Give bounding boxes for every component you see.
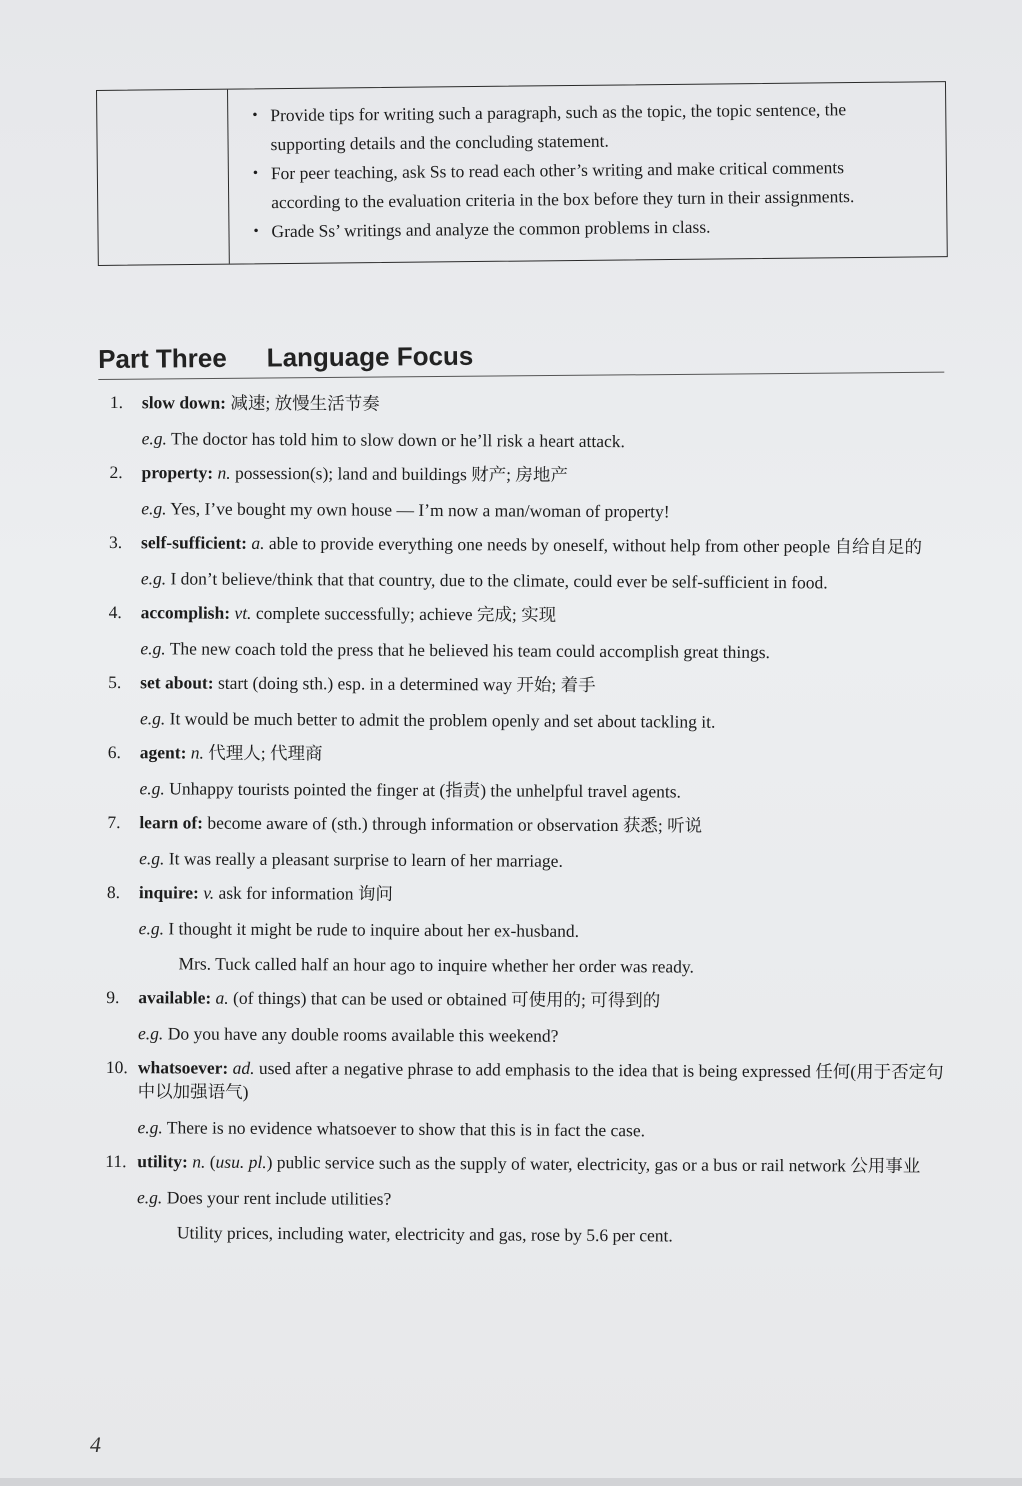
entry-pos: vt. [234,602,252,623]
entry-example: Mrs. Tuck called half an hour ago to inquire whether her order was ready. [178,953,695,977]
entry-example: e.g. The new coach told the press that he believed his team could accomplish great things. [140,638,770,663]
entry-definition: used after a negative phrase to add emphasis to the idea that is being expressed 任何(用于否定句中以加强语气) [137,1057,944,1102]
entry-definition: 代理人; 代理商 [203,742,323,764]
entry-definition: start (doing sth.) esp. in a determined way 开始; 着手 [213,672,596,695]
section-heading [98,337,944,380]
entry-word: utility: [137,1151,188,1172]
vocab-entry [106,880,957,980]
entry-number: 1. [109,391,124,413]
tip-item: • Provide tips for writing such a paragraph, such as the topic, the topic sentence, the supporting details and the concluding statement. [250,94,916,159]
entry-definition: complete successfully; achieve 完成; 实现 [251,602,557,625]
tips-table [96,81,948,266]
entry-example: e.g. Unhappy tourists pointed the finger at (指责) the unhelpful travel agents. [139,778,682,802]
vocab-entry [107,810,957,875]
entry-definition: 减速; 放慢生活节奏 [225,392,380,414]
page-edge [0,1478,1022,1486]
entry-word: learn of: [139,812,204,833]
entry-pos: ad. [232,1057,255,1078]
entry-definition: (of things) that can be used or obtained 可使用的; 可得到的 [228,987,661,1011]
entry-number: 6. [107,741,121,763]
entry-example: e.g. It would be much better to admit the problem openly and set about tackling it. [139,708,716,732]
page-number: 4 [90,1432,101,1457]
entry-definition: able to provide everything one needs by oneself, without help from other people 自给自足的 [264,532,923,557]
entry-word: slow down: [141,392,227,413]
entry-word: property: [141,462,214,483]
vocab-entry [109,460,959,525]
vocab-entry [108,670,958,735]
vocab-entry [109,530,959,595]
entry-word: available: [138,987,212,1008]
entry-number: 5. [108,671,122,693]
entry-example: Utility prices, including water, electricity and gas, rose by 5.6 per cent. [176,1222,673,1246]
entry-pos: n. [190,742,205,763]
entry-example: e.g. There is no evidence whatsoever to show that this is in fact the case. [137,1117,646,1141]
entry-number: 9. [106,986,120,1008]
entry-pos: n. [217,462,231,483]
entry-word: whatsoever: [137,1057,229,1078]
entry-definition: possession(s); land and buildings 财产; 房地产 [230,462,569,485]
entry-number: 10. [105,1056,128,1078]
section-label: Part Three [98,342,227,374]
entry-example: e.g. Does your rent include utilities? [137,1187,392,1209]
tip-item: • Grade Ss’ writings and analyze the common problems in class. [251,210,916,246]
entry-definition: ) public service such as the supply of water, electricity, gas or a bus or rail network 公用事业 [266,1151,921,1176]
tip-item: • For peer teaching, ask Ss to read each other’s writing and make critical comments according to the evaluation criteria in the box before they turn in their assignments. [251,152,917,217]
entry-pos: n. [192,1151,206,1172]
tips-table-label-cell [97,90,230,265]
vocab-entry [108,600,958,665]
entry-number: 11. [105,1150,127,1172]
entry-word: inquire: [138,882,199,903]
entry-example: e.g. Do you have any double rooms available this weekend? [138,1023,559,1046]
vocab-entry [106,985,956,1050]
entry-example: e.g. It was really a pleasant surprise to learn of her marriage. [139,848,563,871]
vocabulary-list [105,390,960,1259]
entry-example: e.g. Yes, I’ve bought my own house — I’m now a man/woman of property! [141,498,670,522]
vocab-entry [110,390,960,455]
tips-table-content-cell [228,82,947,263]
entry-word: set about: [140,672,214,693]
entry-word: self-sufficient: [141,532,248,553]
vocab-entry [105,1149,956,1249]
entry-definition-open: ( [205,1151,216,1172]
entry-number: 4. [108,601,122,623]
entry-definition: ask for information 询问 [214,882,394,904]
entry-pos: a. [251,532,265,553]
entry-word: agent: [139,742,187,763]
entry-usage: usu. pl. [215,1151,267,1172]
entry-example: e.g. I thought it might be rude to inquire about her ex-husband. [138,918,580,941]
entry-pos: a. [215,987,229,1008]
entry-example: e.g. I don’t believe/think that that country, due to the climate, could ever be self-sufficient in food. [140,568,828,593]
entry-example: e.g. The doctor has told him to slow down or he’ll risk a heart attack. [141,428,626,452]
entry-number: 2. [109,461,123,483]
section-title: Language Focus [266,340,474,373]
entry-pos: v. [203,882,215,903]
vocab-entry [107,740,957,805]
entry-definition: become aware of (sth.) through information or observation 获悉; 听说 [202,812,703,836]
vocab-entry [105,1055,955,1144]
entry-word: accomplish: [140,602,231,623]
entry-number: 3. [109,531,123,553]
entry-number: 7. [107,811,121,833]
entry-number: 8. [106,881,121,903]
